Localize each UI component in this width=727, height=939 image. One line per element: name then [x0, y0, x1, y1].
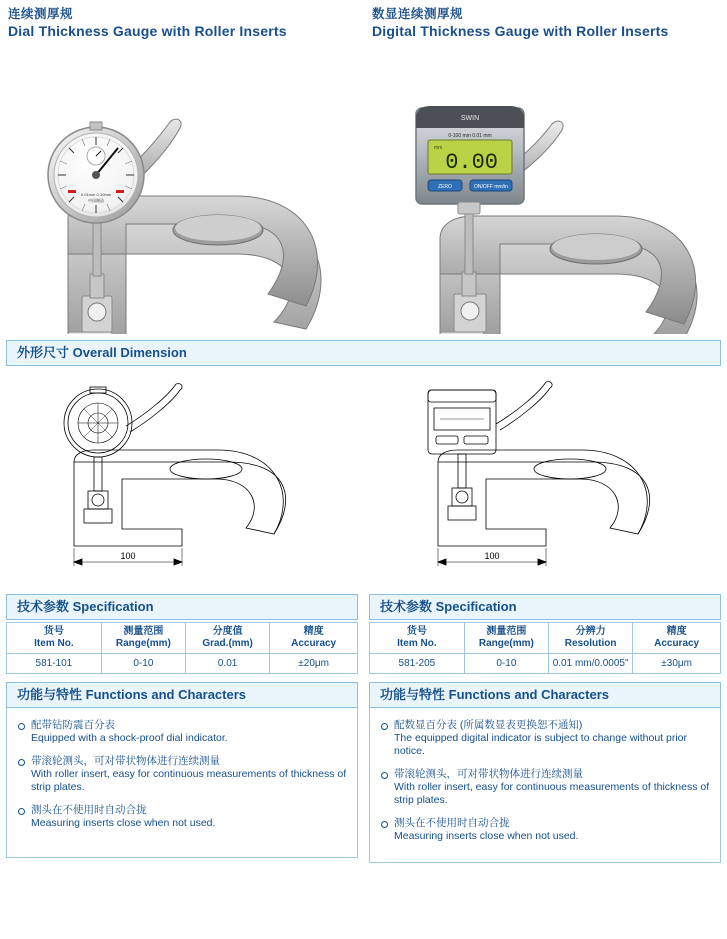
specification-header-en: Specification	[72, 599, 154, 614]
product-title-en: Digital Thickness Gauge with Roller Inserts	[372, 23, 669, 39]
overall-dimension-header-en: Overall Dimension	[72, 345, 187, 360]
specification-table	[369, 622, 721, 674]
col-en: Accuracy	[654, 638, 700, 649]
function-en: Measuring inserts close when not used.	[394, 830, 579, 842]
list-item	[15, 718, 349, 745]
column-header-accuracy	[270, 623, 358, 654]
product-title-en: Dial Thickness Gauge with Roller Inserts	[8, 23, 287, 39]
table-header-row	[7, 623, 358, 654]
dimension-label: 100	[484, 551, 500, 561]
col-en: Item No.	[34, 638, 74, 649]
overall-dimension-header	[6, 340, 721, 366]
functions-body	[6, 708, 358, 858]
cell-range: 0-10	[464, 654, 548, 674]
dimension-drawings-row	[0, 366, 727, 594]
cell-item-no: 581-101	[7, 654, 102, 674]
functions-box	[369, 682, 721, 863]
dimension-label: 100	[120, 551, 136, 561]
specification-header	[6, 594, 358, 620]
product-title-cn: 数显连续测厚规	[372, 7, 464, 21]
cell-accuracy: ±20μm	[270, 654, 358, 674]
digital-thickness-gauge-photo	[370, 44, 727, 334]
column-header-grad	[186, 623, 270, 654]
col-en: Resolution	[564, 638, 617, 649]
svg-text:中国制造: 中国制造	[88, 198, 104, 203]
col-en: Range(mm)	[478, 638, 534, 649]
functions-list	[15, 718, 349, 830]
column-header-resolution	[549, 623, 633, 654]
functions-header-en: Functions and Characters	[448, 687, 610, 702]
digital-gauge-dimension-drawing	[370, 366, 727, 594]
cell-grad: 0.01	[186, 654, 270, 674]
cell-range: 0-10	[101, 654, 185, 674]
list-item	[378, 767, 712, 807]
col-en: Range(mm)	[115, 638, 171, 649]
function-cn: 配带钻防震百分表	[31, 719, 115, 731]
svg-text:ZERO: ZERO	[438, 184, 452, 190]
function-en: Measuring inserts close when not used.	[31, 817, 216, 829]
overall-dimension-header-cn: 外形尺寸	[17, 345, 70, 360]
specification-header-cn: 技术参数	[380, 599, 433, 614]
col-cn: 精度	[303, 626, 324, 637]
col-en: Item No.	[397, 638, 437, 649]
specification-table	[6, 622, 358, 674]
functions-header-en: Functions and Characters	[85, 687, 247, 702]
function-en: The equipped digital indicator is subject to change without prior notice.	[394, 732, 688, 757]
function-en: Equipped with a shock-proof dial indicator.	[31, 732, 228, 744]
function-en: With roller insert, easy for continuous measurements of thickness of strip plates.	[394, 781, 710, 806]
functions-header-cn: 功能与特性	[17, 687, 83, 702]
col-cn: 测量范围	[486, 626, 527, 637]
list-item	[378, 718, 712, 758]
svg-text:SWIN: SWIN	[460, 115, 480, 122]
product-column-dial	[6, 6, 363, 334]
column-header-range	[464, 623, 548, 654]
function-cn: 带滚轮测头，可对带状物体进行连续测量	[394, 768, 583, 780]
function-cn: 配数显百分表 (所属数显表更换恕不通知)	[394, 719, 583, 731]
col-cn: 货号	[406, 626, 427, 637]
function-cn: 测头在不使用时自动合拢	[394, 817, 510, 829]
col-cn: 分度值	[212, 626, 243, 637]
column-header-range	[101, 623, 185, 654]
product-title-cn: 连续测厚规	[8, 7, 74, 21]
list-item	[378, 816, 712, 843]
list-item	[15, 803, 349, 830]
functions-box	[6, 682, 358, 858]
functions-body	[369, 708, 721, 863]
specification-row	[0, 594, 727, 863]
svg-text:ON/OFF mm/in: ON/OFF mm/in	[474, 184, 508, 190]
product-row	[0, 0, 727, 334]
table-row	[7, 654, 358, 674]
col-cn: 分辨力	[575, 626, 606, 637]
cell-accuracy: ±30μm	[633, 654, 721, 674]
function-cn: 测头在不使用时自动合拢	[31, 804, 147, 816]
product-column-digital	[370, 6, 727, 334]
col-cn: 货号	[43, 626, 64, 637]
col-en: Grad.(mm)	[202, 638, 253, 649]
cell-resolution: 0.01 mm/0.0005"	[549, 654, 633, 674]
function-cn: 带滚轮测头，可对带状物体进行连续测量	[31, 755, 220, 767]
column-header-item-no	[7, 623, 102, 654]
list-item	[15, 754, 349, 794]
specification-column-digital	[369, 594, 721, 863]
functions-header-cn: 功能与特性	[380, 687, 446, 702]
cell-item-no: 581-205	[370, 654, 465, 674]
col-cn: 测量范围	[123, 626, 164, 637]
functions-list	[378, 718, 712, 843]
col-en: Accuracy	[291, 638, 337, 649]
digital-range-text: 0-100 mm 0.01 mm	[448, 133, 492, 139]
column-header-item-no	[370, 623, 465, 654]
column-header-accuracy	[633, 623, 721, 654]
digital-display-value: 0.00	[445, 150, 498, 175]
function-en: With roller insert, easy for continuous measurements of thickness of strip plates.	[31, 768, 347, 793]
table-row	[370, 654, 721, 674]
dial-gauge-dimension-drawing	[6, 366, 363, 594]
col-cn: 精度	[666, 626, 687, 637]
functions-header	[6, 682, 358, 708]
specification-header	[369, 594, 721, 620]
specification-header-cn: 技术参数	[17, 599, 70, 614]
dial-thickness-gauge-photo	[6, 44, 363, 334]
table-header-row	[370, 623, 721, 654]
functions-header	[369, 682, 721, 708]
svg-text:0.01mm 0-10mm: 0.01mm 0-10mm	[80, 192, 112, 197]
svg-text:mm: mm	[434, 145, 443, 151]
specification-column-dial	[6, 594, 358, 863]
specification-header-en: Specification	[435, 599, 517, 614]
